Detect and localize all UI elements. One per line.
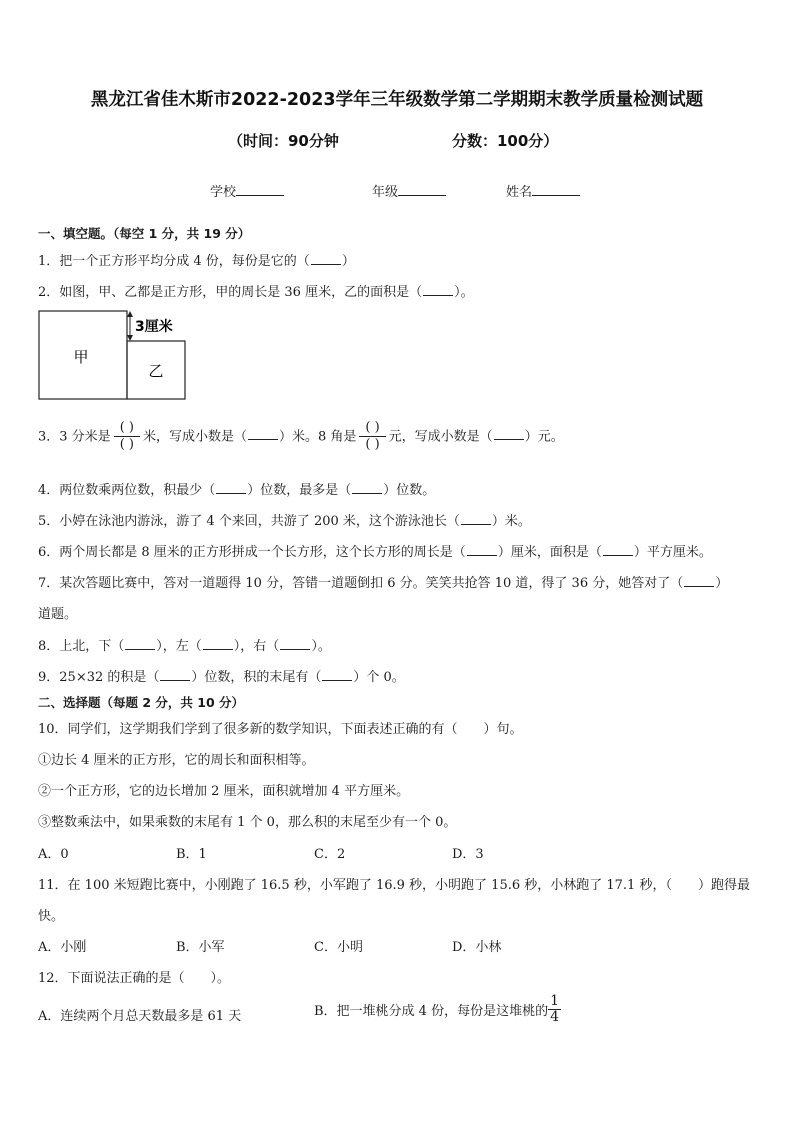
q4-text-c: ）位数。 [383,483,436,498]
grade-blank [398,183,446,196]
q1-text-a: 1．把一个正方形平均分成 4 份，每份是它的（ [38,254,310,269]
question-11-line-2: 快。 [38,909,65,924]
page-title: 黑龙江省佳木斯市2022-2023学年三年级数学第二学期期末教学质量检测试题 [90,90,704,110]
q9-text-b: ）位数，积的末尾有（ [191,670,322,685]
arrow-head-up [127,311,133,317]
q4-text-a: 4．两位数乘两位数，积最少（ [38,483,216,498]
question-2 [38,281,474,300]
q2-text-a: 2．如图，甲、乙都是正方形，甲的周长是 36 厘米，乙的面积是（ [38,285,423,300]
q11-option-a[interactable]: A．小刚 [38,940,87,955]
q11-option-d[interactable]: D．小林 [452,940,502,955]
q2-text-b: ）。 [454,285,474,300]
question-9 [38,666,405,685]
q1-text-b: ） [341,254,355,269]
q6-text-c: ）平方厘米。 [633,545,712,560]
school-label: 学校 [210,185,237,200]
q8-text-d: ）。 [311,639,331,654]
name-blank [532,183,580,196]
q7-text-a: 7．某次答题比赛中，答对一道题得 10 分，答错一道题倒扣 6 分。笑笑共抢答 10 道，得了 36 分，她答对了（ [38,576,684,591]
question-10-statement-3: ③整数乘法中，如果乘数的末尾有 1 个 0，那么积的末尾至少有一个 0。 [38,815,457,830]
q11-option-c[interactable]: C．小明 [314,940,363,955]
question-12-stem: 12．下面说法正确的是（ ）。 [38,971,231,986]
fraction-one-quarter [548,994,561,1026]
section-2-heading: 二、选择题（每题 2 分，共 10 分） [38,695,245,710]
label-jia: 甲 [73,348,89,366]
q12-option-a[interactable]: A．连续两个月总天数最多是 61 天 [38,1009,242,1024]
answer-blank [311,253,341,265]
question-8 [38,635,331,654]
q3-text-b: 米，写成小数是（ [142,429,247,445]
q4-text-b: ）位数，最多是（ [247,483,352,498]
question-6 [38,541,712,560]
question-10-stem: 10．同学们，这学期我们学到了很多新的数学知识，下面表述正确的有（ ）句。 [38,722,523,737]
q3-text-e: ）元。 [524,429,564,445]
fraction-numerator: 1 [550,993,560,1009]
q3-text-c: ）米。8 角是 [278,429,357,445]
fraction-blank: $\frac{( )}{( )}$ [114,420,140,454]
dimension-label: 3厘米 [135,319,173,335]
answer-blank [216,482,246,494]
q11-option-b[interactable]: B．小军 [176,940,225,955]
question-10-statement-2: ②一个正方形，它的边长增加 2 厘米，面积就增加 4 平方厘米。 [38,784,410,799]
q6-text-a: 6．两个周长都是 8 厘米的正方形拼成一个长方形，这个长方形的周长是（ [38,545,466,560]
arrow-head-down [127,335,133,341]
answer-blank [467,544,497,556]
q7-text-b: ） [715,576,729,591]
exam-time: （时间：90分钟 [228,132,339,150]
q8-text-a: 8．上北，下（ [38,639,125,654]
q12-option-b-text: B．把一堆桃分成 4 份，每份是这堆桃的 [314,1004,549,1020]
q9-text-a: 9．25×32 的积是（ [38,670,160,685]
question-7-line-2: 道题。 [38,607,78,622]
question-4 [38,479,435,498]
answer-blank [160,669,190,681]
answer-blank [603,544,633,556]
fraction-blank: $\frac{( )}{( )}$ [359,420,385,454]
answer-blank [322,669,352,681]
q5-text-a: 5．小婷在泳池内游泳，游了 4 个来回，共游了 200 米，这个游泳池长（ [38,514,460,529]
q3-text-a: 3．3 分米是 [38,429,111,445]
name-label: 姓名 [506,185,533,200]
answer-blank [125,638,155,650]
school-blank [236,183,284,196]
section-1-heading: 一、填空题。（每空 1 分，共 19 分） [38,226,251,241]
grade-label: 年级 [372,185,399,200]
q12-option-b[interactable] [314,994,561,1026]
answer-blank [423,284,453,296]
squares-diagram [38,310,198,402]
q10-option-c[interactable]: C．2 [314,847,346,862]
q10-option-a[interactable]: A．0 [38,847,69,862]
answer-blank [352,482,382,494]
q6-text-b: ）厘米，面积是（ [497,545,602,560]
q5-text-b: ）米。 [491,514,531,529]
q3-text-d: 元，写成小数是（ [388,429,493,445]
q10-option-b[interactable]: B．1 [176,847,207,862]
fraction-denominator: 4 [550,1009,560,1026]
question-1 [38,250,355,269]
answer-blank [280,638,310,650]
q8-text-c: ），右（ [233,639,280,654]
question-11-stem: 11．在 100 米短跑比赛中，小刚跑了 16.5 秒，小军跑了 16.9 秒，小明跑了 15.6 秒，小林跑了 17.1 秒，（ ）跑得最 [38,878,750,893]
q9-text-c: ）个 0。 [353,670,405,685]
answer-blank [461,513,491,525]
question-7 [38,572,728,591]
grade-field [372,181,446,200]
answer-blank [203,638,233,650]
question-3 [38,420,564,454]
question-5 [38,510,531,529]
q8-text-b: ），左（ [156,639,202,654]
school-field [210,181,284,200]
answer-blank [684,575,714,587]
q10-option-d[interactable]: D．3 [452,847,484,862]
answer-blank [494,428,524,440]
name-field [506,181,580,200]
exam-score: 分数：100分） [452,132,559,150]
question-10-statement-1: ①边长 4 厘米的正方形，它的周长和面积相等。 [38,753,315,768]
label-yi: 乙 [148,362,164,380]
answer-blank [248,428,278,440]
